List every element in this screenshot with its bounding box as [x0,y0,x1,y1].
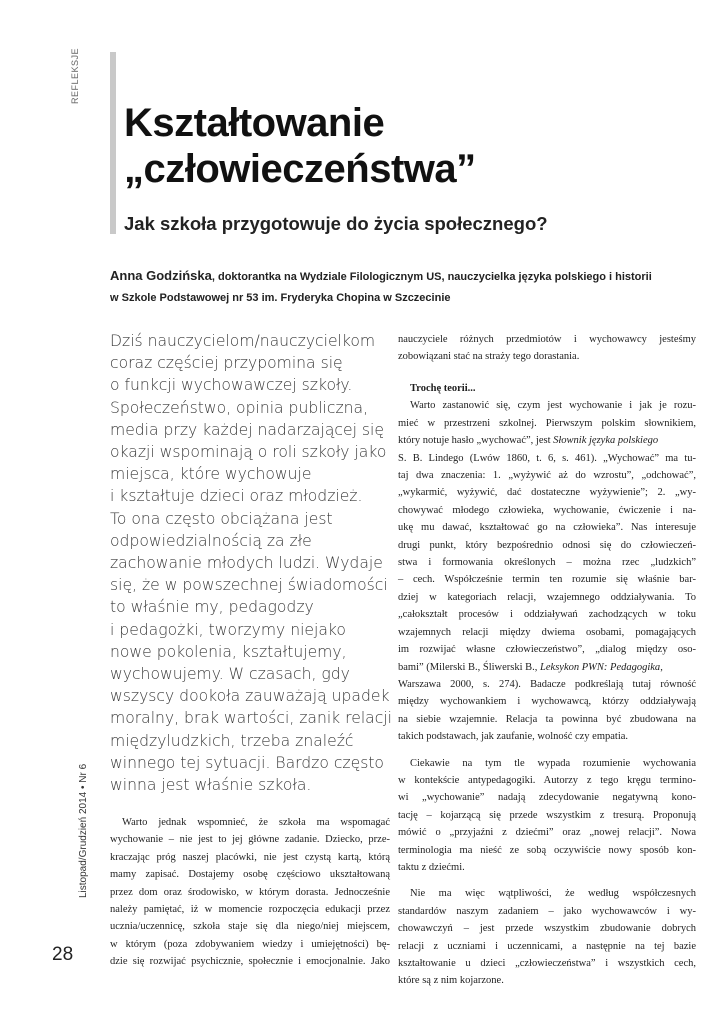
lead-line: i kształtuje dzieci oraz młodzież. [110,487,363,506]
author-block [110,265,670,309]
body-line: dziej w kategoriach relacji, wzajemnego oddziaływania. To [398,591,696,603]
lead-line: coraz częściej przypomina się [110,354,343,373]
section-label [66,44,90,104]
body-line: Nie ma więc wątpliwości, że według współczesnych [410,888,696,900]
lead-line: to właśnie my, pedagodzy [110,598,314,617]
lead-line: się, że w powszechnej świadomości [110,576,388,595]
body-line: przez dom oraz środowisko, w którym dorasta. Jednocześnie [110,886,390,898]
lead-line: zachowanie młodych ludzi. Wydaje [110,554,383,573]
lead-line: Społeczeństwo, opinia publiczna, [110,398,369,417]
body-text: bami” (Milerski B., Śliwerski B., [398,661,541,673]
lead-line: media przy każdej nadarzającej się [110,420,384,439]
body-line: tację – kojarzącą się przede wszystkim z tresurą. Proponują [398,809,696,821]
title-accent-bar [110,52,116,234]
author-affiliation-cont: w Szkole Podstawowej nr 53 im. Fryderyka Chopina w Szczecinie [110,292,451,304]
body-line: – cech. Współcześnie termin ten rozumie się właśnie bar- [398,574,696,586]
lead-line: miejsca, które wychowuje [110,465,312,484]
page-number: 28 [52,944,74,965]
body-line: w kontekście antypedagogiki. Autorzy z tego kręgu termino- [398,774,696,786]
body-line: „wykarmić, wyżywić, dać dostateczne wyżywienie”; 2. „wy- [398,487,696,499]
body-line: mówić o „przyjaźni z dziećmi” oraz „nowej relacji”. Nowa [398,827,696,839]
lead-line: winna jest właśnie szkoła. [110,776,312,795]
body-column-right [398,380,696,990]
article-title [124,100,684,192]
body-line: takich podstawach, jak zaufanie, wolność czy empatia. [398,731,629,743]
body-line: Warto zastanowić się, czym jest wychowanie i jak je rozu- [410,400,696,412]
body-line: zobowiązani stać na straży tego dorastania. [398,351,580,363]
body-line: nauczyciele różnych przedmiotów i wychowawcy jesteśmy [398,334,696,345]
body-line [398,659,696,676]
body-line: standardów naszym zadaniem – jako wychowawców i wy- [398,905,696,917]
author-name: Anna Godzińska [110,268,212,283]
lead-line: winnego tej sytuacji. Bardzo często [110,753,384,772]
section-label-text: REFLEKSJE [70,47,80,104]
body-line: które są z nim kojarzone. [398,975,504,987]
lead-line: To ona często obciążana jest [110,509,333,528]
body-line: mamy zapisać. Dostajemy osobę częściowo ukształtowaną [110,869,390,881]
body-line: mieć w przestrzeni szkolnej. Pierwszym polskim słownikiem, [398,417,696,429]
lead-line: nowe pokolenia, kształtujemy, [110,642,347,661]
body-text: , [660,661,663,673]
body-line: wychowanie – nie jest to jej główne zadanie. Dziecko, prze- [110,834,390,846]
body-line: relacji z uczniami i uczennicami, a następnie na tej bazie [398,940,696,952]
author-affiliation: , doktorantka na Wydziale Filologicznym US, nauczycielka języka polskiego i historii [211,271,652,283]
body-line: ucznia/uczennicę, szkoła staje się dla niego/niej miejscem, [110,921,390,933]
body-line: taj dwa znaczenia: 1. „wyżywić aż do wzrostu”, „odchować”, [398,470,696,482]
lead-line: moralny, brak wartości, zanik relacji [110,709,392,728]
body-line: Warto jednak wspomnieć, że szkoła ma wspomagać [122,817,390,828]
body-line: kraczając próg naszej placówki, nie jest czystą kartą, którą [110,851,390,863]
lead-line: Dziś nauczycielom/nauczycielkom [110,332,376,350]
body-line: dzie się rozwijać psychicznie, społecznie i emocjonalnie. Jako [110,956,390,968]
cited-title: Słownik języka polskiego [553,435,659,447]
issue-label-text: Listopad/Grudzień 2014 • Nr 6 [78,763,89,898]
lead-line: okazji wspominają o roli szkoły jako [110,443,387,462]
body-line: na siebie wzajemnie. Relacja ta powinna być zbudowana na [398,713,696,725]
body-line: taktu z dziećmi. [398,861,465,873]
section-heading: Trochę teorii... [410,383,476,394]
article-subtitle: Jak szkoła przygotowuje do życia społecznego? [124,213,548,234]
lead-line: o funkcji wychowawczej szkoły. [110,376,353,395]
body-line: wi „wychowanie” nadają zdecydowanie negatywną kono- [398,792,696,804]
lead-paragraph [110,330,400,796]
body-line: chowawczyń – jest przede wszystkim zbudowanie dobrych [398,923,696,935]
lead-line: i pedagożki, tworzymy niejako [110,620,346,639]
body-line [398,432,696,449]
body-line: terminologia ma nieść ze sobą oczywiście nowy sposób kon- [398,844,696,856]
body-line: kształtowanie u dzieci „człowieczeństwa” i wszystkich cech, [398,958,696,969]
title-line: „człowieczeństwa” [124,147,476,191]
body-line: chowywać młodego człowieka, wychowanie, ćwiczenie i na- [398,504,696,516]
body-line: stwa i formowania określonych – można rzec „ludzkich” [398,557,696,569]
body-text: który notuje hasło „wychować”, jest [398,435,554,447]
body-line: drugi punkt, który bezpośrednio odnosi się do człowieczeń- [398,539,696,551]
issue-label [74,752,94,902]
body-column-right-continuation [398,331,696,366]
body-line: ukę mu dawać, kształtować go na człowieka”. Nas interesuje [398,522,696,534]
body-column-left [110,814,390,971]
body-line: Ciekawie na tym tle wypada rozumienie wychowania [410,757,696,769]
lead-line: wszyscy dookoła zauważają upadek [110,687,390,706]
lead-line: wychowujemy. W czasach, gdy [110,665,350,684]
body-line: wzajemnych relacji między dwiema osobami, pomagających [398,626,696,638]
lead-line: odpowiedzialnością za złe [110,531,312,550]
body-line: Warszawa 2000, s. 274). Badacze podkreślają tutaj równość [398,678,696,690]
body-line: w którym (poza zdobywaniem wiedzy i umiejętności) bę- [110,938,390,950]
body-line: im rozwijać własne człowieczeństwo”, „dialog między oso- [398,644,696,656]
lead-line: międzyludzkich, trzeba znaleźć [110,731,354,750]
cited-title: Leksykon PWN: Pedagogika [540,661,661,673]
body-line: między wychowankiem i wychowawcą, którzy oddziaływają [398,696,696,708]
body-line: należy pamiętać, iż w momencie rozpoczęcia edukacji przez [110,904,390,916]
body-line: „całokształt procesów i oddziaływań zachodzących w toku [398,609,696,621]
body-line: S. B. Lindego (Lwów 1860, t. 6, s. 461). „Wychować” ma tu- [398,452,696,464]
title-line: Kształtowanie [124,101,385,145]
